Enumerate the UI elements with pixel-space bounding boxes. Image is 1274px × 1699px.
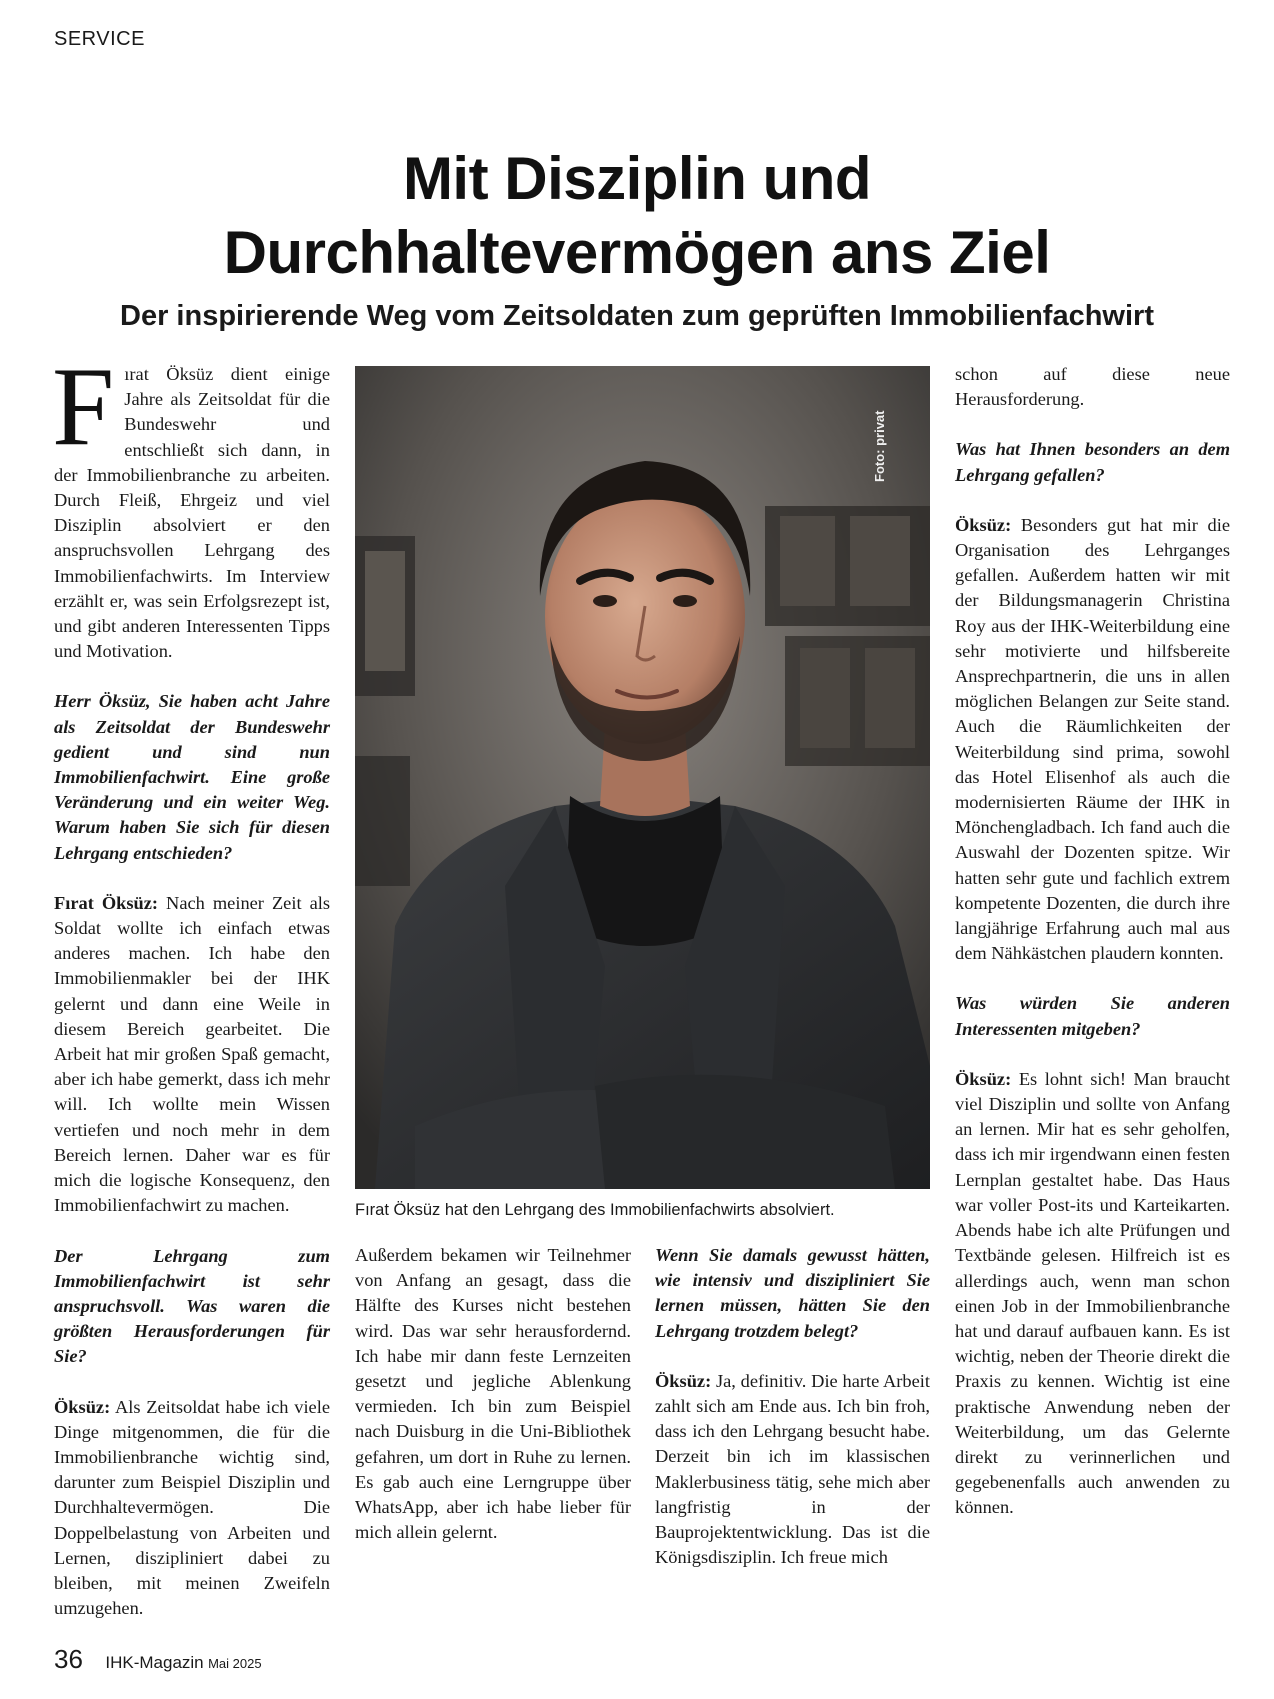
interview-question-3: Wenn Sie damals gewusst hätten, wie intensiv und diszipliniert Sie lernen müssen, hätten Sie den Lehrgang trotzdem belegt? [655,1245,930,1341]
answer-text: Ja, definitiv. Die harte Arbeit zahlt sich am Ende aus. Ich bin froh, dass ich den Lehrgang besucht habe. Derzeit bin ich im klassischen Maklerbusiness tätig, sehe mich aber langfristig in der Bauprojektentwicklung. Das ist die Königsdisziplin. Ich freue mich [655,1370,930,1568]
article-column-4 [955,362,1230,1521]
answer-text: Besonders gut hat mir die Organisation des Lehrganges gefallen. Außerdem hatten wir mit der Bildungsmanagerin Christina Roy aus der IHK-Weiterbildung eine sehr motivierte und hilfsbereite Ansprechpartnerin, die uns in allen möglichen Belangen zur Seite stand. Auch die Räumlichkeiten der Weiterbildung sind prima, sowohl das Hotel Elisenhof als auch die modernisierten Räume der IHK in Mönchengladbach. Ich fand auch die Auswahl der Dozenten spitze. Wir hatten sehr gute und fachlich extrem kompetente Dozenten, die durch ihre langjährige Erfahrung auch mal aus dem Nähkästchen plaudern konnten. [955,514,1230,964]
interview-question-2: Der Lehrgang zum Immobilienfachwirt ist sehr anspruchsvoll. Was waren die größten Herausforderungen für Sie? [54,1245,330,1367]
answer-text: Als Zeitsoldat habe ich viele Dinge mitgenommen, die für die Immobilienbranche wichtig sind, darunter zum Beispiel Disziplin und Durchhaltevermögen. Die Doppelbelastung von Arbeiten und Lernen, diszipliniert dabei zu bleiben, mit meinen Zweifeln umzugehen. [54,1396,330,1619]
interview-answer-2 [54,1395,330,1622]
portrait-illustration [355,366,930,1189]
photo-caption: Fırat Öksüz hat den Lehrgang des Immobilienfachwirts absolviert. [355,1201,835,1219]
section-label: SERVICE [54,28,145,50]
interview-answer-1 [54,891,330,1219]
article-column-1 [52,345,330,1621]
column-2-paragraph: Außerdem bekamen wir Teilnehmer von Anfang an gesagt, dass die Hälfte des Kurses nicht bestehen wird. Das war sehr herausfordernd. Ich habe mir dann feste Lernzeiten gesetzt und jegliche Ablenkung vermieden. Ich bin zum Beispiel nach Duisburg in die Uni-Bibliothek gefahren, um dort in Ruhe zu lernen. Es gab auch eine Lerngruppe über WhatsApp, aber ich habe lieber für mich allein gelernt. [355,1245,631,1543]
interview-answer-3 [655,1369,930,1571]
continued-paragraph: schon auf diese neue Herausforderung. [955,364,1230,410]
headline-line-2: Durchhaltevermögen ans Ziel [223,219,1051,286]
drop-cap: F [52,345,115,469]
answer-speaker: Öksüz: [955,1068,1012,1089]
magazine-issue: Mai 2025 [208,1656,262,1671]
article-subheadline: Der inspirierende Weg vom Zeitsoldaten zum geprüften Immobilienfachwirt [120,300,1154,332]
article-column-3 [655,1243,930,1570]
intro-text: ırat Öksüz dient einige Jahre als Zeitsoldat für die Bundeswehr und entschließt sich dann, in der Immobilienbranche zu arbeiten. Durch Fleiß, Ehrgeiz und viel Disziplin absolviert er den anspruchsvollen Lehrgang des Immobilienfachwirts. Im Interview erzählt er, was sein Erfolgsrezept ist, und gibt anderen Interessenten Tipps und Motivation. [54,364,330,662]
answer-speaker: Öksüz: [54,1396,111,1417]
portrait-photo [355,366,930,1189]
interview-question-5: Was würden Sie anderen Interessenten mitgeben? [955,993,1230,1039]
answer-speaker: Öksüz: [655,1370,712,1391]
answer-speaker: Öksüz: [955,514,1012,535]
headline-line-1: Mit Disziplin und [402,145,872,212]
interview-answer-5 [955,1067,1230,1521]
answer-speaker: Fırat Öksüz: [54,892,159,913]
article-headline [0,142,1274,290]
photo-credit: Foto: privat [872,410,887,482]
interview-answer-4 [955,513,1230,967]
interview-question-1: Herr Öksüz, Sie haben acht Jahre als Zeitsoldat der Bundeswehr gedient und sind nun Immobilienfachwirt. Eine große Veränderung und ein weiter Weg. Warum haben Sie sich für diesen Lehrgang entschieden? [54,691,330,863]
article-column-2 [355,1243,631,1545]
intro-paragraph [52,345,330,664]
page-footer [54,1644,262,1675]
page-number: 36 [54,1644,83,1674]
answer-text: Es lohnt sich! Man braucht viel Disziplin und sollte von Anfang an lernen. Mir hat es sehr geholfen, dass ich mir irgendwann einen festen Lernplan gestaltet habe. Das Haus war voller Post-its und Karteikarten. Abends habe ich alte Prüfungen und Textbände gelesen. Hilfreich ist es allerdings auch, wenn man schon einen Job in der Immobilienbranche hat und darauf aufbauen kann. Es ist wichtig, neben der Theorie direkt die Praxis zu kennen. Wichtig ist eine praktische Anwendung neben der Weiterbildung, um das Gelernte direkt zu verinnerlichen und gegebenenfalls auch anwenden zu können. [955,1068,1230,1518]
interview-question-4: Was hat Ihnen besonders an dem Lehrgang gefallen? [955,439,1230,485]
magazine-name: IHK-Magazin [105,1653,204,1672]
answer-text: Nach meiner Zeit als Soldat wollte ich einfach etwas anderes machen. Ich habe den Immobilienmakler bei der IHK gelernt und dann eine Weile in diesem Bereich gearbeitet. Die Arbeit hat mir großen Spaß gemacht, aber ich habe gemerkt, dass ich mehr will. Ich wollte mein Wissen vertiefen und noch mehr in dem Bereich lernen. Daher war es für mich die logische Konsequenz, den Immobilienfachwirt zu machen. [54,892,330,1216]
